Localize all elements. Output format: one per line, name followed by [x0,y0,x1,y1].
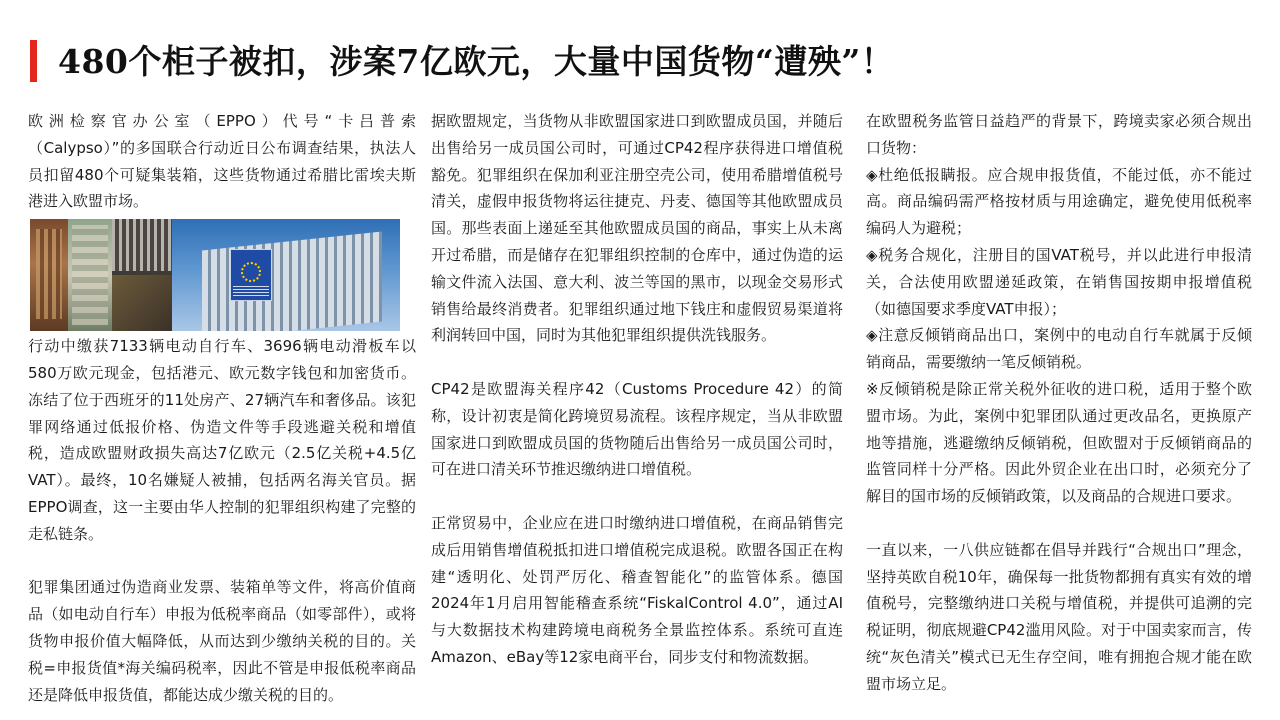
seized-goods-photo [112,219,172,331]
paragraph: 正常贸易中，企业应在进口时缴纳进口增值税，在商品销售完成后用销售增值税抵扣进口增值税完成退税。欧盟各国正在构建“透明化、处罚严厉化、稽查智能化”的监管体系。德国2024年1月启用智能稽查系统“FiskalControl 4.0”，通过AI与大数据技术构建跨境电商税务全景监控体系。系统可直连Amazon、eBay等12家电商平台，同步支付和物流数据。 [431,513,843,666]
bullet-paragraph: ◈税务合规化，注册目的国VAT税号，并以此进行申报清关，合法使用欧盟递延政策，在销售国按期申报增值税（如德国要求季度VAT申报）； [866,245,1252,318]
column-1 [28,108,416,708]
photo-strip [30,219,400,331]
title-bar [30,40,1250,84]
column-3 [866,108,1252,698]
title-accent-bar [30,40,37,82]
paragraph: 犯罪集团通过伪造商业发票、装箱单等文件，将高价值商品（如电动自行车）申报为低税率商品（如零部件），或将货物申报价值大幅降低，从而达到少缴纳关税的目的。关税=申报货值*海关编码税率，因此不管是申报低税率商品还是降低申报货值，都能达成少缴关税的目的。 [28,578,416,704]
paragraph: 在欧盟税务监管日益趋严的背景下，跨境卖家必须合规出口货物： [866,112,1252,157]
bullet-paragraph: ◈注意反倾销商品出口，案例中的电动自行车就属于反倾销商品，需要缴纳一笔反倾销税。 [866,326,1252,372]
european-commission-building-photo [172,219,400,331]
paragraph: 据欧盟规定，当货物从非欧盟国家进口到欧盟成员国，并随后出售给另一成员国公司时，可通过CP42程序获得进口增值税豁免。犯罪组织在保加利亚注册空壳公司，使用希腊增值税号清关，虚假申报货物将运往捷克、丹麦、德国等其他欧盟成员国。那些表面上递延至其他欧盟成员国的商品，事实上从未离开过希腊，而是储存在犯罪组织控制的仓库中，通过伪造的运输文件流入法国、意大利、波兰等国的黑市，以现金交易形式销售给最终消费者。犯罪组织通过地下钱庄和虚假贸易渠道将利润转回中国，同时为其他犯罪组织提供洗钱服务。 [431,112,843,345]
page-title: 480个柜子被扣，涉案7亿欧元，大量中国货物“遭殃”！ [58,42,895,81]
paragraph: 行动中缴获7133辆电动自行车、3696辆电动滑板车以580万欧元现金，包括港元、欧元数字钱包和加密货币。冻结了位于西班牙的11处房产、27辆汽车和奢侈品。该犯罪网络通过低报价格、伪造文件等手段逃避关税和增值税，造成欧盟财政损失高达7亿欧元（2.5亿关税+4.5亿VAT）。最终，10名嫌疑人被捕，包括两名海关官员。据EPPO调查，这一主要由华人控制的犯罪组织构建了完整的走私链条。 [28,337,416,543]
bullet-paragraph: ◈杜绝低报瞒报。应合规申报货值，不能过低，亦不能过高。商品编码需严格按材质与用途确定，避免使用低税率编码人为避税； [866,165,1252,238]
warehouse-photo [30,219,68,331]
paragraph: 一直以来，一八供应链都在倡导并践行“合规出口”理念，坚持英欧自税10年，确保每一批货物都拥有真实有效的增值税号，完整缴纳进口关税与增值税，并提供可追溯的完税证明，彻底规避CP42滥用风险。对于中国卖家而言，传统“灰色清关”模式已无生存空间，唯有拥抱合规才能在欧盟市场立足。 [866,540,1252,693]
eu-flag-banner [230,249,272,301]
column-2 [431,108,843,671]
note-paragraph: ※反倾销税是除正常关税外征收的进口税，适用于整个欧盟市场。为此，案例中犯罪团队通过更改品名，更换原产地等措施，逃避缴纳反倾销税，但欧盟对于反倾销商品的监管同样十分严格。因此外贸企业在出口时，必须充分了解目的国市场的反倾销政策，以及商品的合规进口要求。 [866,379,1252,506]
paragraph: 欧洲检察官办公室（EPPO）代号“卡吕普索（Calypso）”的多国联合行动近日公布调查结果，执法人员扣留480个可疑集装箱，这些货物通过希腊比雷埃夫斯港进入欧盟市场。 [28,112,416,211]
paragraph: CP42是欧盟海关程序42（Customs Procedure 42）的简称，设计初衷是简化跨境贸易流程。该程序规定，当从非欧盟国家进口到欧盟成员国的货物随后出售给另一成员国公司时，可在进口清关环节推迟缴纳进口增值税。 [431,379,843,479]
cash-bundles-photo [68,219,112,331]
